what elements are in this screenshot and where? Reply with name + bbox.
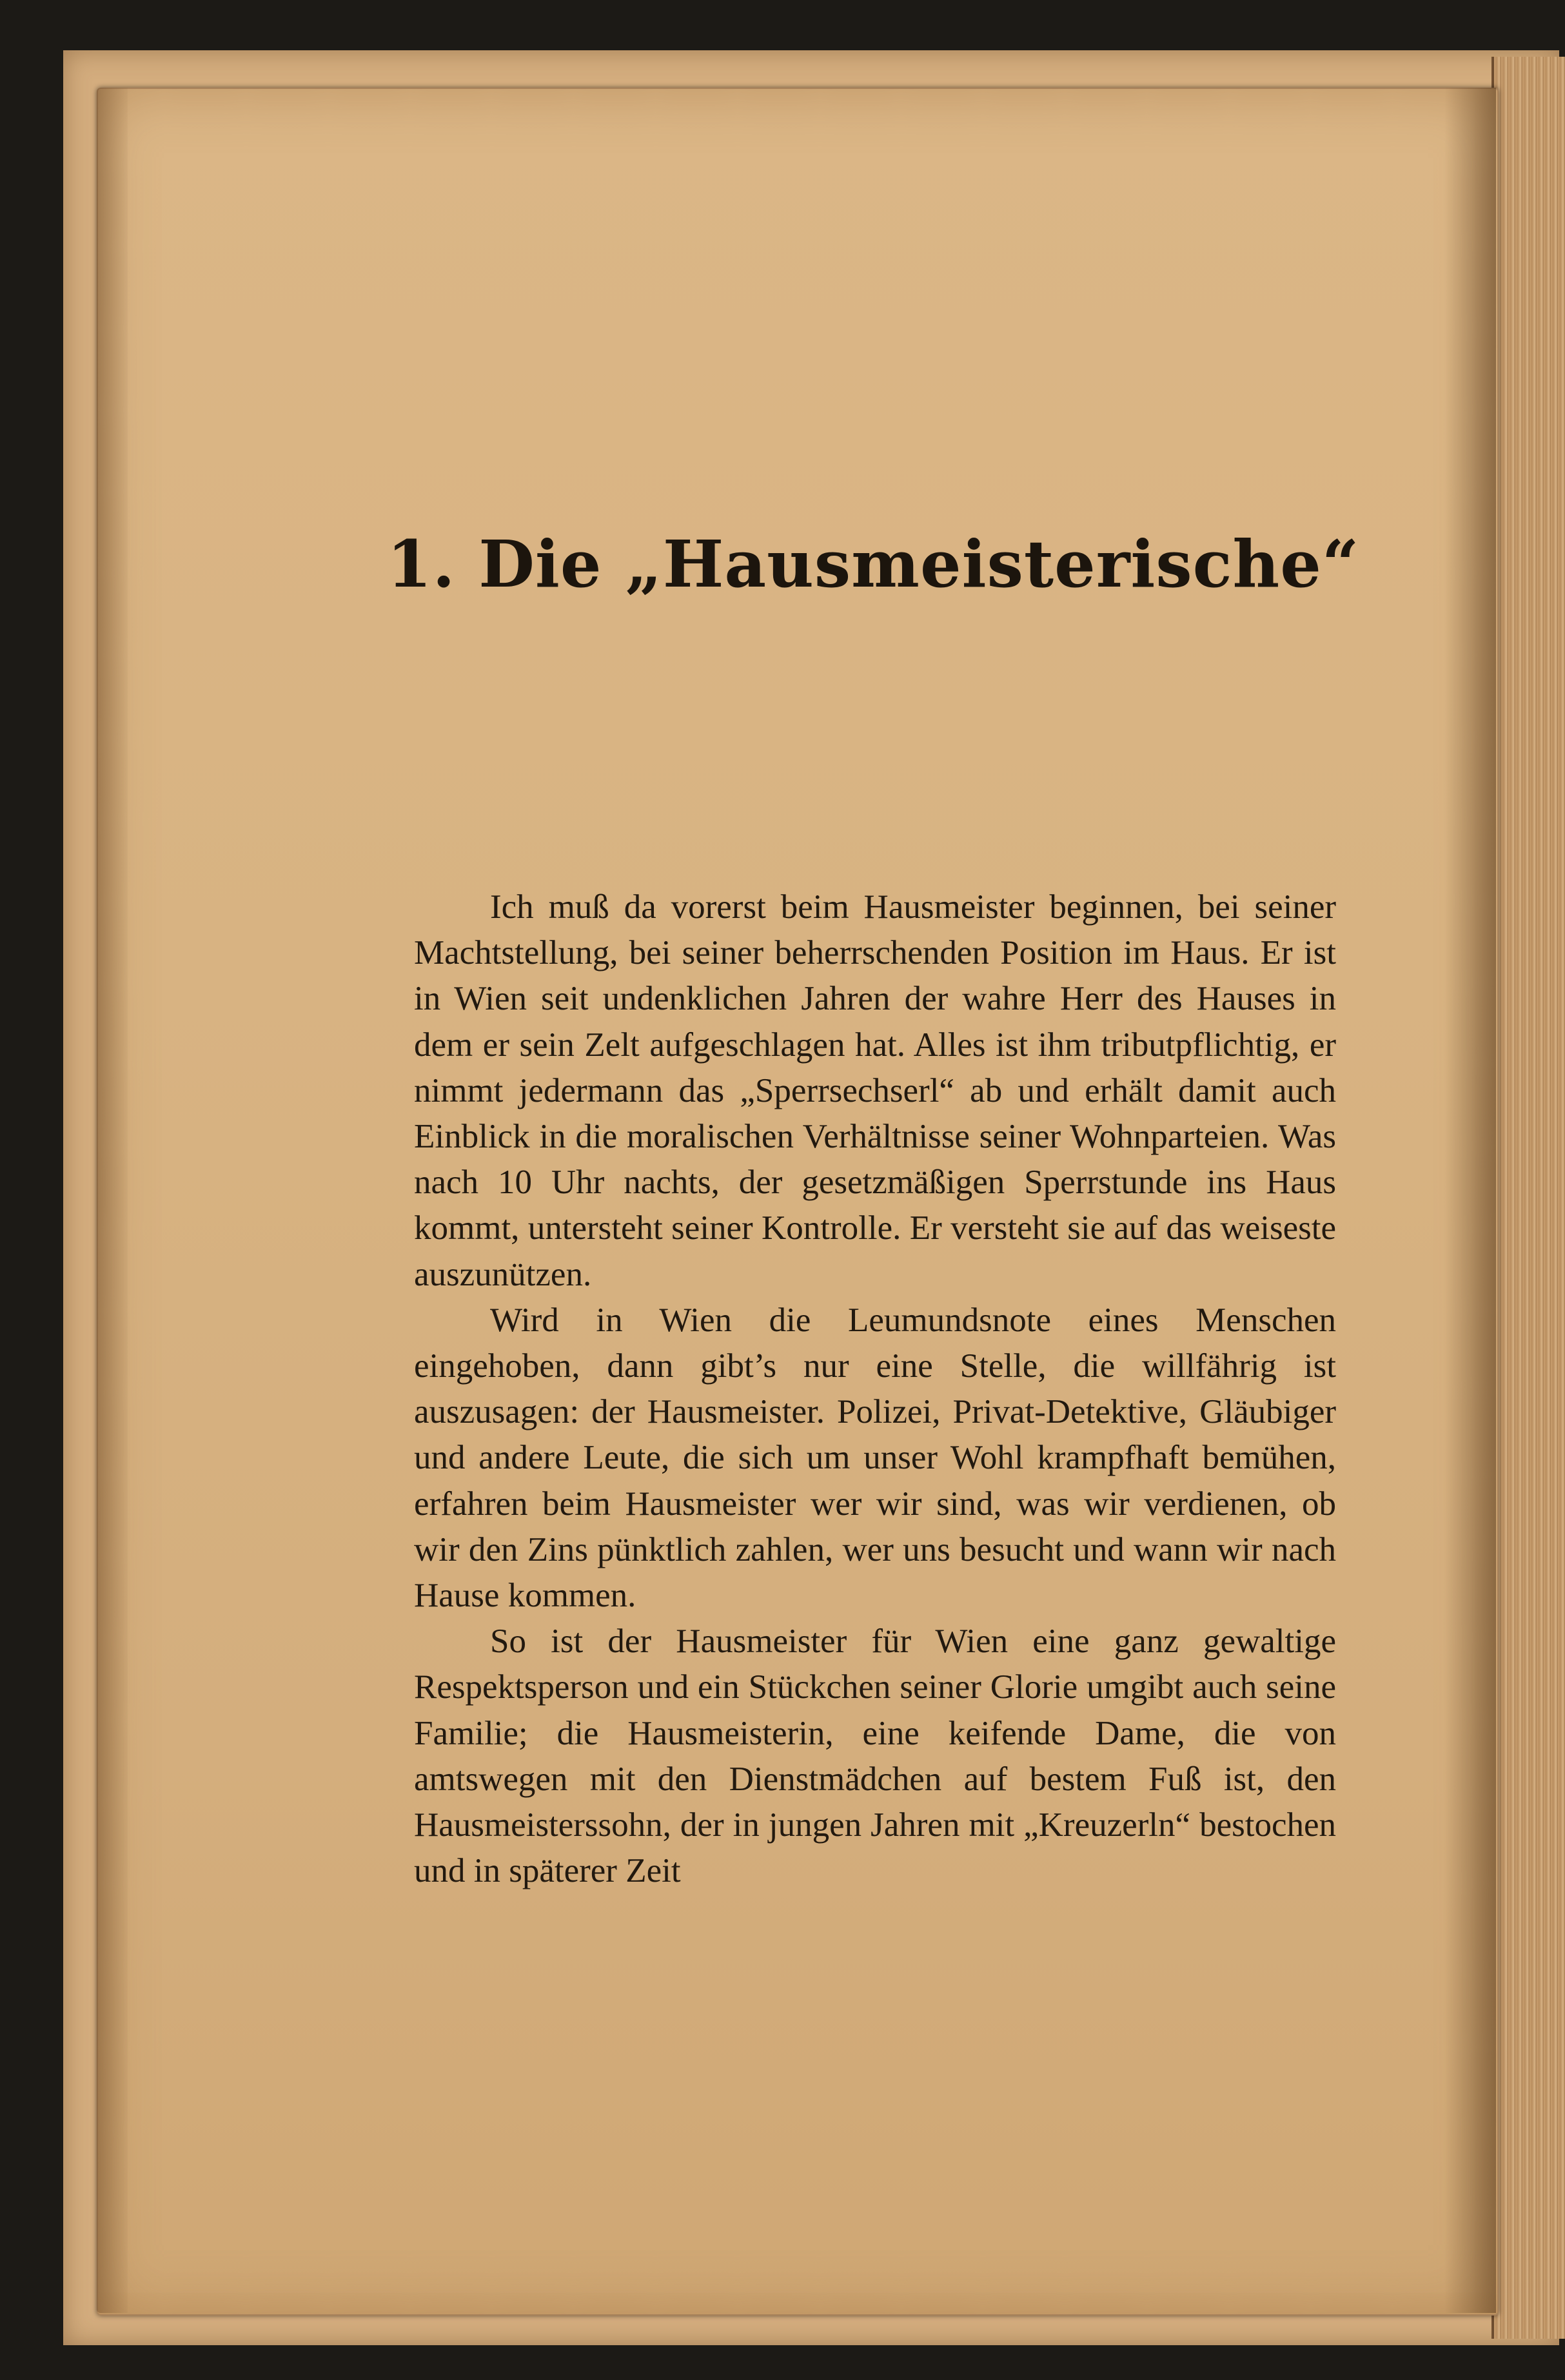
paragraph-1: Ich muß da vorerst beim Hausmeister beginnen, bei seiner Machtstellung, bei seiner beherrschenden Position im Haus. Er ist in Wien seit undenklichen Jahren der wahre Herr des Hauses in dem er sein Zelt aufgeschlagen hat. Alles ist ihm tributpflichtig, er nimmt jedermann das „Sperrsechserl“ ab und erhält damit auch Einblick in die moralischen Verhältnisse seiner Wohnparteien. Was nach 10 Uhr nachts, der gesetzmäßigen Sperrstunde ins Haus kommt, untersteht seiner Kontrolle. Er versteht sie auf das weiseste auszunützen. — [414, 888, 1336, 1293]
paragraph-2: Wird in Wien die Leumundsnote eines Menschen eingehoben, dann gibt’s nur eine Stelle, die willfährig ist auszusagen: der Hausmeister. Polizei, Privat-Detektive, Gläubiger und andere Leute, die sich um unser Wohl krampfhaft bemühen, erfahren beim Hausmeister wer wir sind, was wir verdienen, ob wir den Zins pünktlich zahlen, wer uns besucht und wann wir nach Hause kommen. — [414, 1301, 1336, 1615]
page-gutter-shadow — [1444, 88, 1496, 2313]
page-fold-shadow — [97, 88, 128, 2313]
paragraph-3: So ist der Hausmeister für Wien eine ganz gewaltige Respektsperson und ein Stückchen seiner Glorie umgibt auch seine Familie; die Hausmeisterin, eine keifende Dame, die von amtswegen mit den Dienstmädchen auf bestem Fuß ist, den Hausmeisterssohn, der in jungen Jahren mit „Kreuzerln“ bestochen und in späterer Zeit — [414, 1623, 1336, 1890]
chapter-title: 1. Die „Hausmeisterische“ — [387, 526, 1360, 602]
body-text — [414, 884, 1336, 1894]
page-stack-edges — [1491, 57, 1565, 2339]
